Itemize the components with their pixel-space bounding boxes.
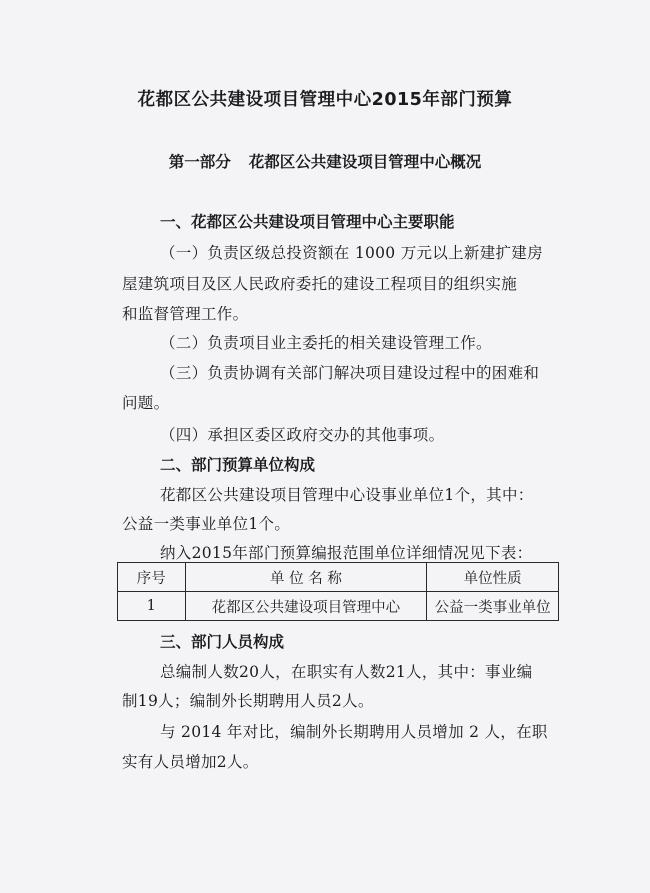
section2-para-line2: 公益一类事业单位1个。 [122,515,291,533]
table-cell-index: 1 [118,592,186,621]
table-header-cell: 单 位 名 称 [185,563,427,592]
section3-para2-line1: 与 2014 年对比，编制外长期聘用人员增加 2 人，在职 [160,723,548,741]
section1-heading: 一、花都区公共建设项目管理中心主要职能 [160,213,455,231]
item4-text: （四）承担区委区政府交办的其他事项。 [160,426,445,444]
table-header-cell: 单位性质 [427,563,559,592]
table-intro: 纳入2015年部门预算编报范围单位详细情况见下表： [160,544,533,562]
section2-heading: 二、部门预算单位构成 [160,456,316,474]
unit-table [117,562,559,621]
item3-line2: 问题。 [122,394,170,412]
item1-line3: 和监督管理工作。 [122,305,249,323]
part-one-name: 花都区公共建设项目管理中心概况 [248,153,482,171]
section3-para2-line2: 实有人员增加2人。 [122,753,259,771]
table-cell-unit-name: 花都区公共建设项目管理中心 [185,592,427,621]
section3-heading: 三、部门人员构成 [160,633,285,651]
part-one-title [0,150,650,172]
section3-para1-line2: 制19人；编制外长期聘用人员2人。 [122,692,374,710]
section3-para1-line1: 总编制人数20人，在职实有人数21人，其中：事业编 [160,663,533,681]
part-one-label: 第一部分 [168,153,231,171]
table-header-row [118,563,559,592]
document-title: 花都区公共建设项目管理中心2015年部门预算 [137,90,513,110]
table-row [118,592,559,621]
section2-para-line1: 花都区公共建设项目管理中心设事业单位1个，其中： [160,486,534,504]
item3-line1: （三）负责协调有关部门解决项目建设过程中的困难和 [160,364,540,382]
table-header-cell: 序号 [118,563,186,592]
item2-text: （二）负责项目业主委托的相关建设管理工作。 [160,334,492,352]
item1-line2: 屋建筑项目及区人民政府委托的建设工程项目的组织实施 [122,275,518,293]
item1-line1: （一）负责区级总投资额在 1000 万元以上新建扩建房 [160,244,543,262]
table-cell-unit-type: 公益一类事业单位 [427,592,559,621]
